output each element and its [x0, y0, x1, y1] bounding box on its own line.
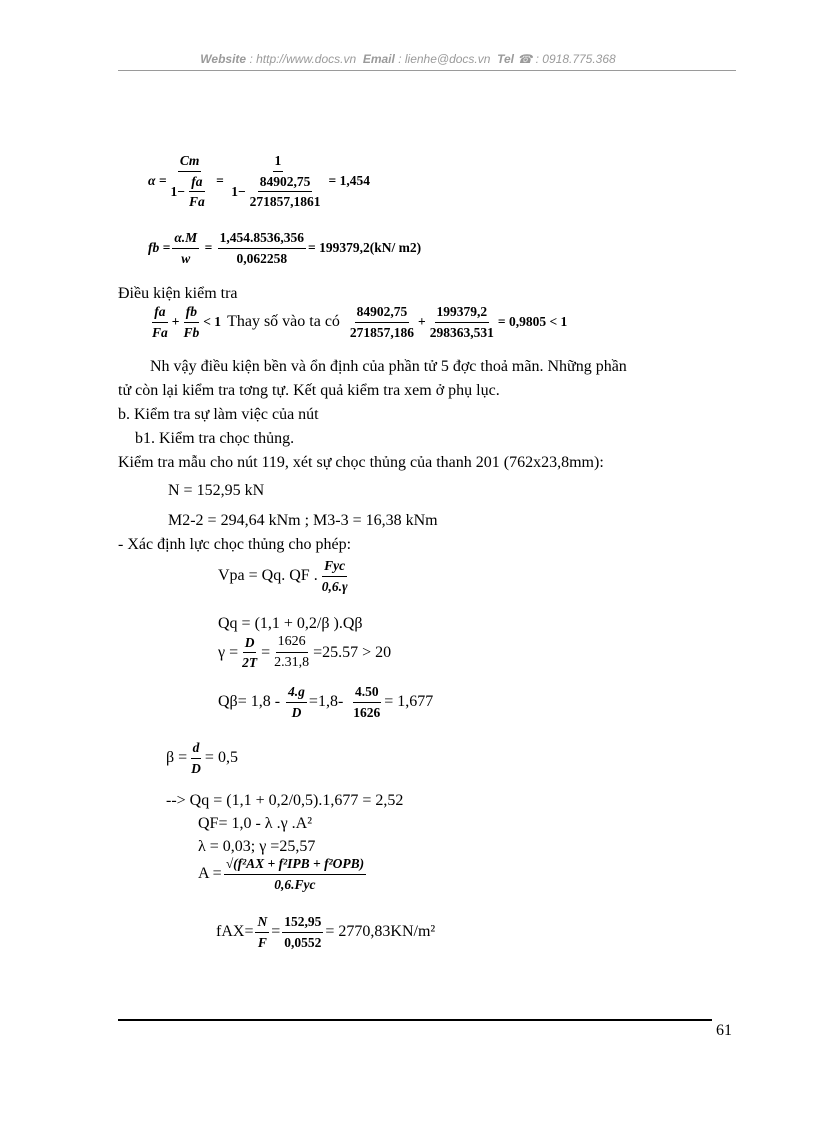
footer-rule	[118, 1019, 712, 1021]
section-b1-heading: b1. Kiểm tra chọc thủng.	[135, 430, 295, 447]
page-header	[0, 52, 816, 66]
thay-so-text: Thay số vào ta có	[227, 313, 340, 331]
qq-result: --> Qq = (1,1 + 0,2/0,5).1,677 = 2,52	[166, 792, 404, 809]
alpha-result: = 1,454	[328, 173, 370, 189]
page-number: 61	[716, 1022, 732, 1039]
eq-qq: Qq = (1,1 + 0,2/β ).Qβ	[218, 615, 363, 632]
email-value: : lienhe@docs.vn	[398, 52, 491, 66]
eq-A: A = $\frac{\text{√(f²AX + f²IPB + f²OPB)}}{\text{0,6.Fyc}}$	[198, 856, 365, 892]
kiem-tra-mau-line: Kiểm tra mẫu cho nút 119, xét sự chọc thủng của thanh 201 (762x23,8mm):	[118, 454, 604, 471]
xac-dinh-line: - Xác định lực chọc thủng cho phép:	[118, 536, 352, 553]
eq-gamma: γ = $\frac{D}{2T}$ = $\frac{1626}{2.31,8}$ =25.57 > 20	[218, 634, 392, 671]
eq-condition: $\frac{fa}{Fa}$ + $\frac{fb}{Fb}$ < 1 Thay số vào ta có $\frac{84902,75}{271857,186}$ + $\frac{199379,2}{298363,531}$ = 0,9805 < 1	[152, 304, 568, 340]
website-url: : http://www.docs.vn	[249, 52, 357, 66]
email-label: Email	[362, 52, 395, 66]
tel-label: Tel	[497, 52, 514, 66]
paragraph-line-1: Nh vậy điều kiện bền và ổn định của phần tử 5 đợc thoả mãn. Những phần	[150, 358, 627, 375]
dieu-kien-heading: Điều kiện kiểm tra	[118, 285, 238, 302]
paragraph-line-2: tử còn lại kiểm tra tơng tự. Kết quả kiểm tra xem ở phụ lục.	[118, 382, 500, 399]
eq-vpa: Vpa = Qq. QF . $\frac{\text{Fyc}}{0,6.\gamma}$	[218, 558, 348, 594]
website-label: Website	[200, 52, 247, 66]
eq-beta: β = $\frac{d}{D}$ = 0,5	[166, 740, 238, 776]
M-line: M2-2 = 294,64 kNm ; M3-3 = 16,38 kNm	[168, 512, 438, 529]
eq-qf: QF= 1,0 - λ .γ .A²	[198, 815, 312, 832]
lambda-line: λ = 0,03; γ =25,57	[198, 838, 316, 855]
alpha-lhs: α =	[148, 173, 167, 189]
N-line: N = 152,95 kN	[168, 482, 265, 499]
eq-qbeta: Qβ= 1,8 - $\frac{4.g}{D}$ =1,8- $\frac{4.50}{1626}$ = 1,677	[218, 684, 434, 720]
eq-fb: fb = $\frac{\alpha.M}{w}$ = $\frac{1,454.8536,356}{0,062258}$ = 199379,2(kN/ m2)	[148, 230, 422, 266]
eq-alpha: α = Cm 1− $\frac{fa}{Fa}$ = 1 1− $\frac{84902,75}{271857,1861}$ = 1,454	[148, 153, 370, 210]
header-rule	[118, 70, 736, 71]
tel-value: ☎ : 0918.775.368	[517, 52, 616, 66]
alpha-frac-1: Cm 1− $\frac{fa}{Fa}$	[170, 153, 205, 210]
eq-fax: fAX= $\frac{N}{F}$ = $\frac{152,95}{0,0552}$ = 2770,83KN/m²	[216, 914, 436, 950]
condition-result: = 0,9805 < 1	[497, 314, 568, 330]
fb-result: = 199379,2(kN/ m2)	[308, 240, 422, 256]
alpha-frac-2: 1 1− $\frac{84902,75}{271857,1861}$	[231, 153, 321, 210]
section-b-heading: b. Kiểm tra sự làm việc của nút	[118, 406, 319, 423]
